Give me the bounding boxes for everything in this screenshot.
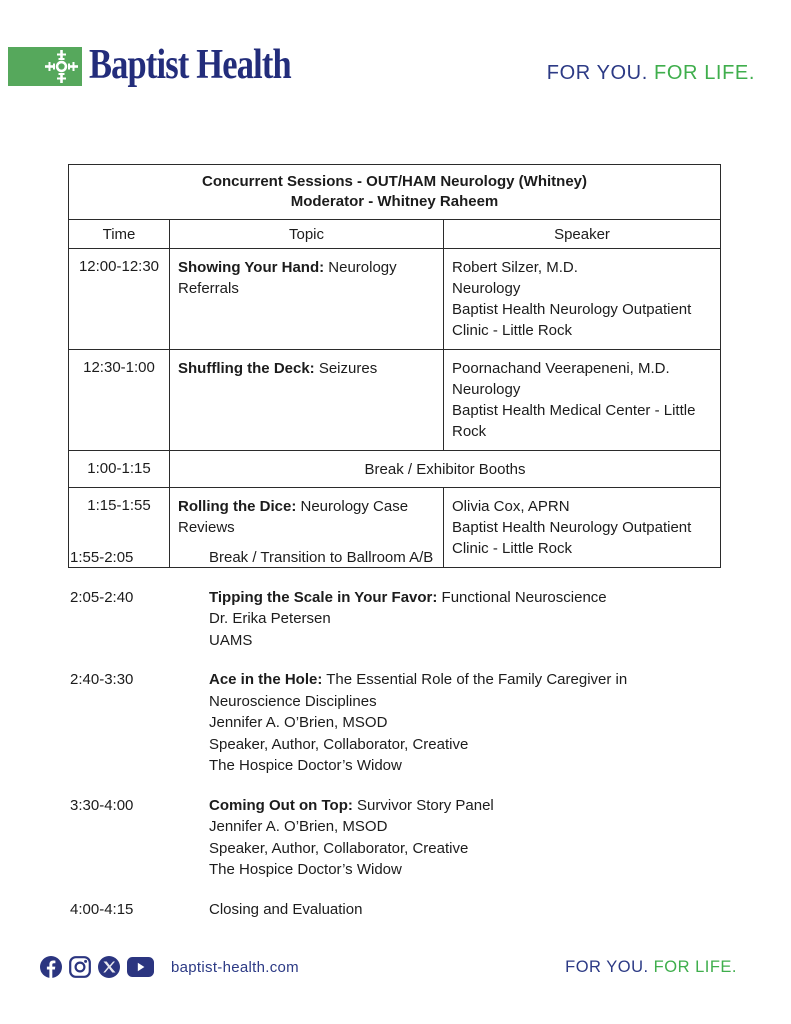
- session-speaker: [444, 350, 721, 451]
- session-row: [69, 249, 721, 350]
- table-title-line2: Moderator - Whitney Raheem: [290, 193, 499, 210]
- agenda-line: Dr. Erika Petersen: [209, 610, 331, 627]
- table-column-headers: [69, 220, 721, 249]
- speaker-line: Baptist Health Medical Center - Little Rock: [452, 402, 696, 440]
- speaker-line: Olivia Cox, APRN: [452, 498, 570, 515]
- agenda-description: [209, 587, 671, 652]
- session-speaker: [444, 249, 721, 350]
- column-header-time: Time: [69, 220, 170, 249]
- agenda-title: Ace in the Hole: The Essential Role of the Family Caregiver in Neuroscience Disciplines: [209, 671, 628, 710]
- agenda-time: 2:05-2:40: [70, 588, 134, 606]
- session-row: [69, 350, 721, 451]
- footer-tagline-for-you: FOR YOU.: [565, 958, 654, 976]
- speaker-line: Robert Silzer, M.D.: [452, 259, 578, 276]
- speaker-line: Poornachand Veerapeneni, M.D.: [452, 360, 670, 377]
- agenda-line: Speaker, Author, Collaborator, Creative: [209, 839, 469, 857]
- agenda-line: Jennifer A. O’Brien, MSOD: [209, 818, 388, 835]
- logo-wordmark: Baptist Health: [89, 42, 291, 88]
- tagline-for-life: FOR LIFE.: [654, 62, 755, 84]
- agenda-description: [209, 795, 671, 881]
- column-header-topic: Topic: [170, 220, 444, 249]
- agenda-title: Coming Out on Top: Survivor Story Panel: [209, 796, 494, 814]
- speaker-line: Neurology: [452, 381, 521, 398]
- agenda-time: 2:40-3:30: [70, 671, 134, 688]
- agenda-line: The Hospice Doctor’s Widow: [209, 861, 402, 878]
- footer-social-bar: [40, 956, 299, 978]
- agenda-description: [209, 669, 671, 777]
- speaker-line: Neurology: [452, 280, 521, 297]
- website-link[interactable]: baptist-health.com: [171, 958, 299, 976]
- tagline-for-you: FOR YOU.: [546, 62, 655, 84]
- speaker-line: Baptist Health Neurology Outpatient Clinic - Little Rock: [452, 519, 692, 557]
- agenda-line: Speaker, Author, Collaborator, Creative: [209, 735, 469, 753]
- session-row: [69, 451, 721, 488]
- session-topic: Rolling the Dice: Neurology Case Reviews: [170, 488, 444, 568]
- agenda-description: [209, 899, 671, 921]
- agenda-title: Closing and Evaluation: [209, 900, 363, 918]
- session-time: 12:00-12:30: [69, 249, 170, 350]
- column-header-speaker: Speaker: [444, 220, 721, 249]
- agenda-item: [70, 547, 690, 569]
- instagram-icon[interactable]: [69, 956, 91, 978]
- agenda-item: [70, 587, 690, 652]
- footer-tagline: [565, 958, 737, 977]
- agenda-item: [70, 669, 690, 777]
- session-break: Break / Exhibitor Booths: [170, 451, 721, 488]
- agenda-time: 3:30-4:00: [70, 796, 134, 814]
- agenda-item: [70, 899, 690, 921]
- session-topic: Shuffling the Deck: Seizures: [170, 350, 444, 451]
- facebook-icon[interactable]: [40, 956, 62, 978]
- sessions-table: [68, 164, 721, 568]
- table-title: [69, 165, 721, 220]
- youtube-icon[interactable]: [127, 957, 154, 977]
- agenda-description: [209, 547, 671, 569]
- afternoon-agenda: [70, 547, 690, 938]
- speaker-line: Baptist Health Neurology Outpatient Clinic - Little Rock: [452, 301, 692, 339]
- agenda-time: 1:55-2:05: [70, 549, 134, 566]
- agenda-item: [70, 795, 690, 881]
- baptist-health-logo: [8, 47, 82, 86]
- x-icon[interactable]: [98, 956, 120, 978]
- session-time: 1:00-1:15: [69, 451, 170, 488]
- session-time: 12:30-1:00: [69, 350, 170, 451]
- footer-tagline-for-life: FOR LIFE.: [653, 958, 737, 976]
- agenda-title: Tipping the Scale in Your Favor: Functional Neuroscience: [209, 588, 607, 606]
- brand-tagline: [547, 62, 755, 85]
- agenda-line: The Hospice Doctor’s Widow: [209, 757, 402, 774]
- agenda-title: Break / Transition to Ballroom A/B: [209, 549, 434, 566]
- agenda-line: Jennifer A. O’Brien, MSOD: [209, 714, 388, 731]
- agenda-line: UAMS: [209, 631, 253, 649]
- table-title-line1: Concurrent Sessions - OUT/HAM Neurology (Whitney): [201, 173, 588, 190]
- session-topic: Showing Your Hand: Neurology Referrals: [170, 249, 444, 350]
- session-time: 1:15-1:55: [69, 488, 170, 568]
- agenda-time: 4:00-4:15: [70, 900, 134, 918]
